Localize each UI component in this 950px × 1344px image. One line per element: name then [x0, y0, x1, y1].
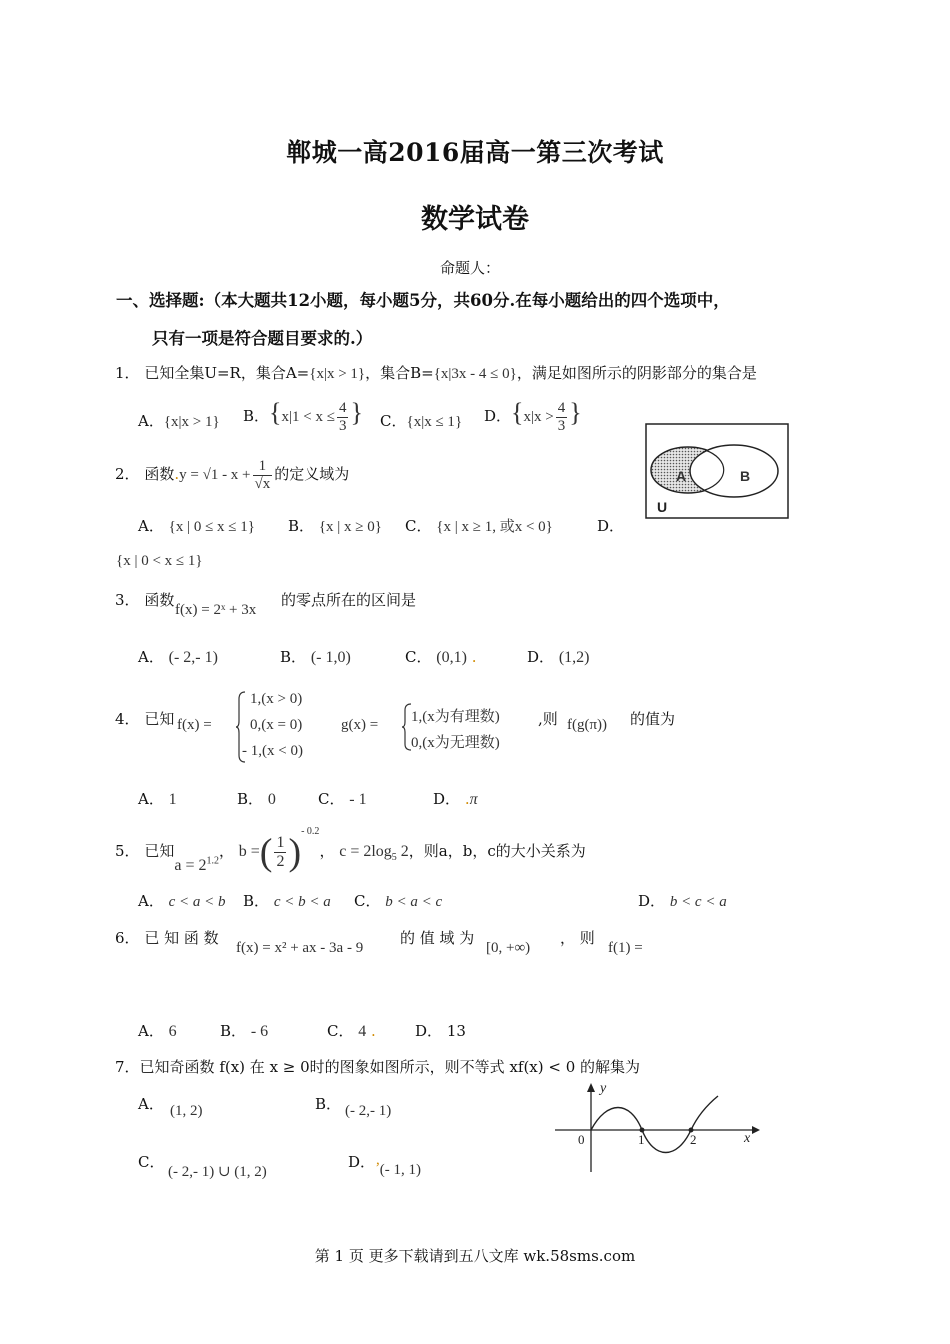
venn-label-a: A	[676, 468, 687, 484]
option-label: A．	[138, 517, 164, 535]
question-number: 3．	[115, 591, 140, 609]
page-subtitle: 数学试卷	[421, 204, 529, 235]
option-label: B．	[220, 1022, 247, 1040]
option-text: (- 1,0)	[310, 649, 351, 666]
option-text: x|x >	[523, 409, 554, 425]
question-4-number	[115, 708, 174, 729]
question-1-option-b: B．{x|1 < x ≤ $\frac{4}{3}$ }	[243, 398, 363, 434]
question-2: 2． 函数.y = √1 - x + $\frac{1}{√x}$ 的定义域为	[115, 458, 350, 492]
option-label: C．	[405, 517, 432, 535]
option-text: 13	[446, 1022, 466, 1040]
question-3-option-a	[138, 646, 218, 667]
option-text: {x | x ≥ 1, 或x < 0}	[436, 519, 553, 535]
question-number: 1．	[115, 364, 140, 382]
question-1-option-d: D．{x|x > $\frac{4}{3}$ }	[484, 398, 582, 434]
option-label: B．	[280, 648, 307, 666]
venn-diagram	[645, 423, 790, 520]
option-label: C．	[327, 1022, 354, 1040]
option-label: D．	[433, 790, 461, 808]
piecewise-g-case-2: 0,(x为无理数)	[411, 735, 500, 751]
y-axis-arrow	[587, 1083, 595, 1092]
question-stem: 已知	[144, 842, 175, 860]
question-stem: 函数	[144, 591, 175, 609]
option-label: A．	[138, 648, 164, 666]
option-text: {x|x ≤ 1}	[406, 414, 463, 430]
option-text: - 1	[349, 791, 367, 808]
question-5-option-b	[243, 890, 331, 911]
set-b-ellipse	[690, 445, 778, 497]
option-text: 1	[168, 791, 177, 808]
question-5-option-c	[354, 890, 442, 911]
fraction-numerator: 1	[276, 834, 285, 852]
range-expression: [0, +∞)	[486, 940, 531, 956]
question-6-option-d	[415, 1020, 466, 1041]
question-number: 2．	[115, 465, 140, 483]
option-text: {x | x ≥ 0}	[318, 519, 382, 535]
question-3	[115, 589, 174, 610]
option-label: B．	[237, 790, 264, 808]
question-6	[115, 927, 219, 948]
piecewise-f-lhs: f(x) =	[177, 717, 212, 733]
fraction-numerator: 4	[557, 400, 566, 416]
option-text: c < b < a	[273, 894, 331, 910]
question-stem: ，满足如图所示的阴影部分的集合是	[516, 364, 757, 382]
question-7-option-a-text: (1, 2)	[170, 1103, 203, 1119]
question-3-option-b	[280, 646, 351, 667]
option-text: {x|x > 1}	[163, 414, 220, 430]
option-text: 6	[168, 1023, 177, 1040]
question-stem: ，集合B=	[365, 364, 434, 382]
question-2-option-c	[405, 515, 553, 536]
venn-label-b: B	[740, 468, 751, 484]
option-label: C．	[318, 790, 345, 808]
question-5-option-a	[138, 890, 226, 911]
x-axis-arrow	[752, 1126, 760, 1134]
question-stem: 的定义域为	[274, 465, 350, 483]
function-expression: f(x) = 2ˣ + 3x	[175, 602, 257, 618]
question-3-option-c: C． (0,1) .	[405, 648, 477, 666]
option-text: 0	[267, 791, 276, 808]
function-graph	[552, 1080, 762, 1175]
question-5-option-d	[638, 890, 727, 911]
question-number: 4．	[115, 710, 140, 728]
page-footer: 第 1 页 更多下载请到五八文库 wk.58sms.com	[314, 1247, 636, 1265]
question-number: 6．	[115, 929, 140, 947]
question-3-option-d	[527, 646, 589, 667]
question-6-option-b	[220, 1020, 268, 1041]
question-7-option-b-text: (- 2,- 1)	[345, 1103, 392, 1119]
option-text: (0,1)	[436, 649, 467, 666]
question-stem: 已知全集U=R，集合A=	[144, 364, 310, 382]
origin-label: 0	[578, 1132, 585, 1147]
function-curve	[591, 1096, 718, 1153]
question-7	[115, 1056, 640, 1077]
option-label: C．	[354, 892, 381, 910]
option-text: 4	[358, 1023, 367, 1040]
option-label: A．	[138, 412, 164, 430]
option-label: A．	[138, 1022, 164, 1040]
question-1-option-a	[138, 410, 220, 431]
option-label: B．	[243, 407, 270, 425]
question-number: 7．	[115, 1058, 140, 1076]
question-1-option-c	[380, 410, 462, 431]
piecewise-f-case-2: 0,(x = 0)	[250, 717, 303, 733]
option-label: D．	[484, 407, 512, 425]
option-text: b < a < c	[385, 894, 443, 910]
question-stem: 函数	[144, 465, 175, 483]
option-label: A．	[138, 790, 164, 808]
function-expression: f(x) = x² + ax - 3a - 9	[236, 940, 364, 956]
question-6-option-a	[138, 1020, 177, 1041]
question-4-option-a	[138, 788, 177, 809]
fraction-denominator: 2	[276, 852, 285, 870]
question-stem: 的值为	[630, 710, 676, 728]
x-axis-label: x	[744, 1131, 751, 1146]
question-stem: 已知	[144, 710, 175, 728]
question-7-option-c-label: C．	[138, 1153, 165, 1171]
piecewise-f-case-1: 1,(x > 0)	[250, 691, 303, 707]
venn-label-u: U	[657, 499, 668, 515]
composite-expression: f(g(π))	[567, 717, 608, 733]
question-7-option-c-text: (- 2,- 1) ∪ (1, 2)	[168, 1164, 267, 1180]
b-expression: b =( $\frac{1}{2}$ )$^{- 0.2}$	[238, 826, 320, 874]
question-2-option-b	[288, 515, 382, 536]
question-number: 5．	[115, 842, 140, 860]
question-stem: 的 值 域 为	[400, 929, 475, 947]
option-label: C．	[405, 648, 432, 666]
question-stem: ， 则	[560, 929, 595, 947]
fraction-denominator: √x	[254, 475, 271, 492]
option-label: D．	[638, 892, 666, 910]
question-stem: ,则	[538, 710, 558, 728]
tick-label-2: 2	[690, 1132, 697, 1147]
option-text: c < a < b	[168, 894, 226, 910]
piecewise-g-lhs: g(x) =	[341, 717, 379, 733]
question-stem: 已 知 函 数	[144, 929, 219, 947]
option-text: b < c < a	[669, 894, 727, 910]
option-label: D．	[597, 517, 625, 535]
piecewise-g-case-1: 1,(x为有理数)	[411, 709, 500, 725]
a-expression: $a = 2^{1.2}$	[174, 855, 219, 874]
question-2-option-a	[138, 515, 255, 536]
option-label: D．	[527, 648, 555, 666]
fraction-denominator: 3	[557, 417, 566, 434]
tick-label-1: 1	[638, 1132, 645, 1147]
option-text: π	[469, 791, 478, 808]
question-7-option-d-label: D．	[348, 1153, 376, 1171]
option-label: D．	[415, 1022, 443, 1040]
question-stem: 的零点所在的区间是	[281, 591, 417, 609]
question-stem: ，则a，b，c的大小关系为	[408, 842, 586, 860]
question-stem: 已知奇函数 f(x) 在 x ≥ 0时的图象如图所示，则不等式 xf(x) < 0 的解集为	[139, 1058, 641, 1076]
author-label: 命题人：	[440, 259, 501, 277]
question-5: 5． 已知$a = 2^{1.2}$， b =( $\frac{1}{2}$ )$^{- 0.2}$， $c = 2\log_5$ 2，则a，b，c的大小关系为	[115, 826, 586, 874]
function-expression: y = √1 - x +	[179, 467, 251, 483]
section-heading-line2: 只有一项是符合题目要求的.）	[152, 329, 373, 348]
section-heading-line1: 一、选择题:（本大题共12小题，每小题5分，共60分.在每小题给出的四个选项中，	[116, 291, 730, 310]
option-text: {x | 0 ≤ x ≤ 1}	[168, 519, 255, 535]
piecewise-f-case-3: - 1,(x < 0)	[242, 743, 303, 759]
question-1	[115, 362, 757, 383]
question-4-option-d: D． .π	[433, 790, 478, 808]
question-7-option-b-label: B．	[315, 1095, 342, 1113]
option-label: C．	[380, 412, 407, 430]
option-text: (- 2,- 1)	[168, 649, 218, 666]
ask-expression: f(1) =	[608, 940, 643, 956]
question-6-option-c: C． 4 .	[327, 1022, 376, 1040]
option-label: A．	[138, 892, 164, 910]
question-7-option-d-text: ,(- 1, 1)	[376, 1152, 421, 1178]
option-label: B．	[243, 892, 270, 910]
question-7-option-a-label: A．	[138, 1095, 164, 1113]
question-4-option-b	[237, 788, 276, 809]
c-expression: $c = 2\log_5$ 2	[339, 843, 409, 864]
question-2-option-d-text: {x | 0 < x ≤ 1}	[116, 553, 203, 569]
y-axis-label: y	[600, 1081, 607, 1096]
set-a: {x|x > 1}	[309, 366, 366, 382]
question-2-option-d	[597, 515, 624, 536]
fraction-numerator: 1	[253, 458, 273, 476]
page-title: 郸城一高2016届高一第三次考试	[286, 138, 664, 167]
option-text: - 6	[250, 1023, 269, 1040]
option-text: (1,2)	[558, 649, 590, 666]
fraction-numerator: 4	[338, 400, 347, 416]
fraction-denominator: 3	[338, 417, 347, 434]
question-4-option-c	[318, 788, 367, 809]
set-b: {x|3x - 4 ≤ 0}	[433, 366, 517, 382]
option-text: x|1 < x ≤	[281, 409, 335, 425]
option-label: B．	[288, 517, 315, 535]
